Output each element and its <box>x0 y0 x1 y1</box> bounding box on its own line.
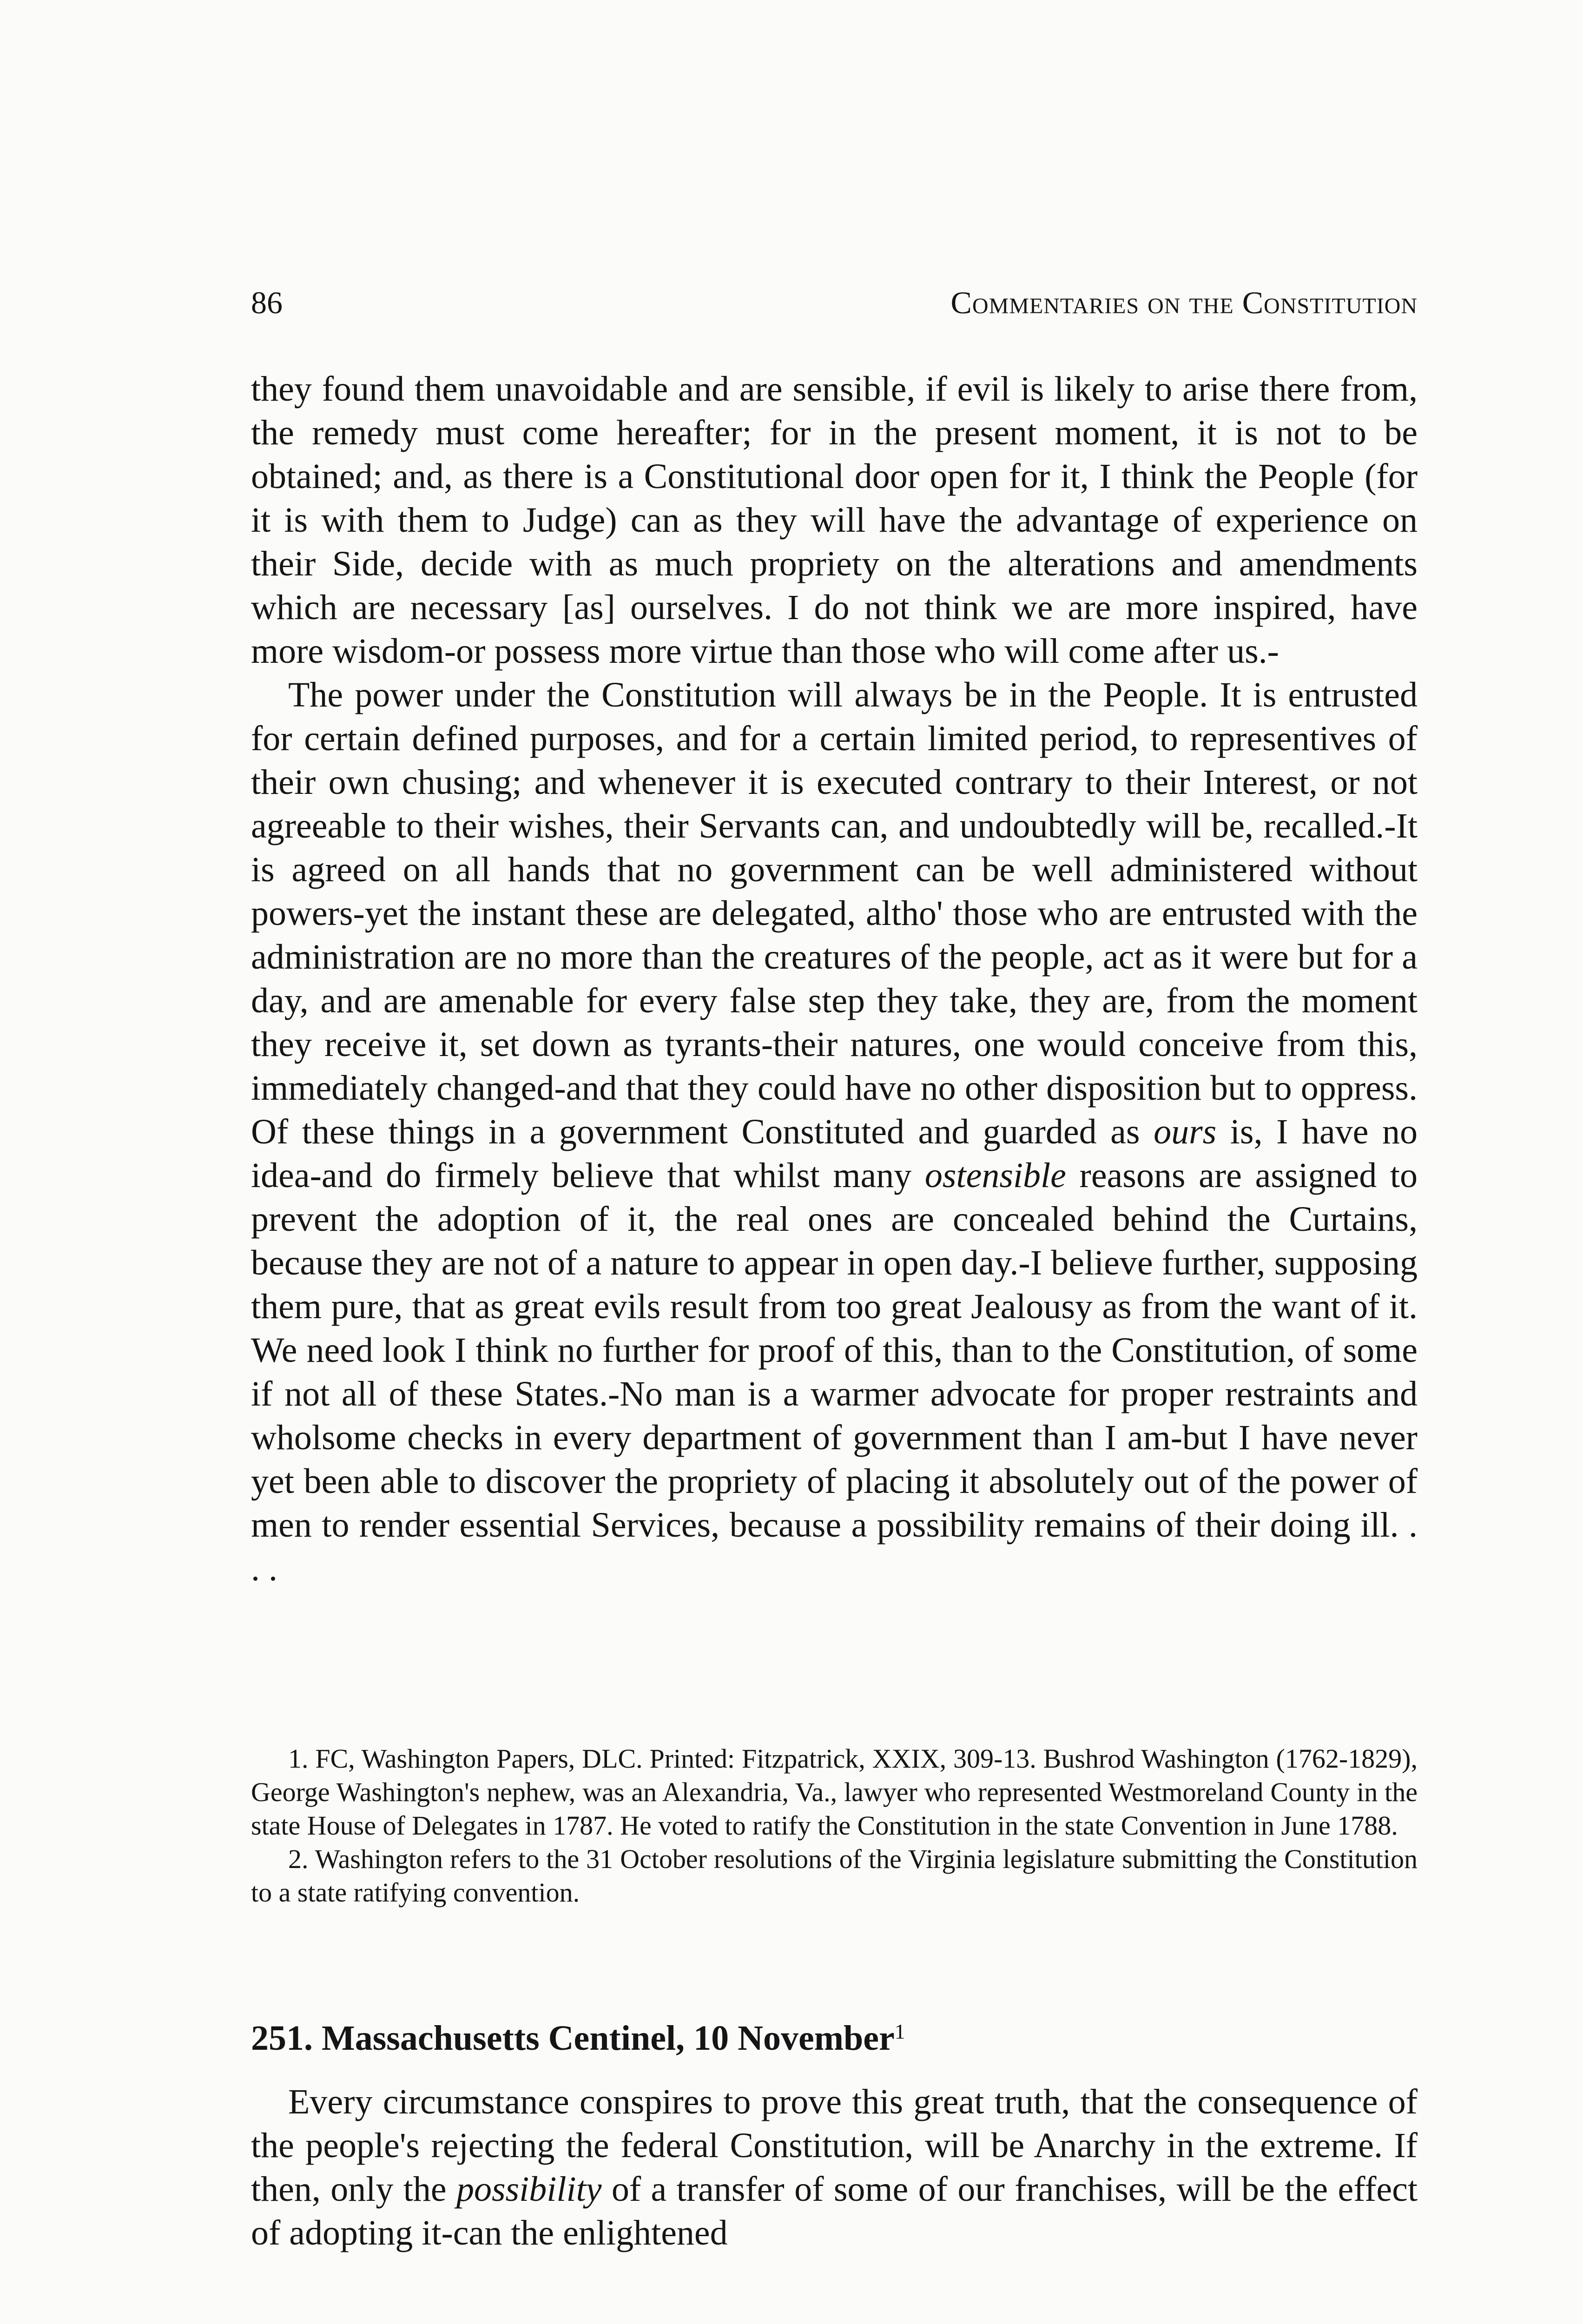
section-paragraph <box>251 2080 1418 2255</box>
paragraph-text: of a transfer of some of our franchises, will be the effect of adopting it-can the enlightened <box>251 2170 1418 2252</box>
footnote-1: 1. FC, Washington Papers, DLC. Printed: Fitzpatrick, XXIX, 309-13. Bushrod Washington (1762-1829), George Washington's nephew, was an Alexandria, Va., lawyer who represented Westmoreland County in the state House of Delegates in 1787. He voted to ratify the Constitution in the state Convention in June 1788. <box>251 1743 1418 1841</box>
footnote-2: 2. Washington refers to the 31 October resolutions of the Virginia legislature submitting the Constitution to a state ratifying convention. <box>251 1844 1418 1908</box>
paragraph-text: reasons are assigned to prevent the adoption of it, the real ones are concealed behind the Curtains, because they are not of a nature to appear in open day.-I believe further, supposing them pure, that as great evils result from too great Jealousy as from the want of it. We need look I think no further for proof of this, than to the Constitution, of some if not all of these States.-No man is a warmer advocate for proper restraints and wholsome checks in every department of government than I am-but I have never yet been able to discover the propriety of placing it absolutely out of the power of men to render essential Services, because a possibility remains of their doing ill. . . . <box>251 1156 1418 1588</box>
footnotes <box>251 1742 1418 1909</box>
emphasis-possibility: possibility <box>456 2170 602 2209</box>
letter-body <box>251 367 1418 1591</box>
emphasis-ostensible: ostensible <box>924 1156 1066 1195</box>
running-head <box>251 282 1418 324</box>
section-heading <box>251 2016 1418 2060</box>
paragraph-text: is, I have no idea-and do firmely believe that whilst many <box>251 1112 1418 1195</box>
section-title: 251. Massachusetts Centinel, 10 November <box>251 2019 895 2058</box>
paragraph-text: Every circumstance conspires to prove this great truth, that the consequence of the people's rejecting the federal Constitution, will be Anarchy in the extreme. If then, only the <box>251 2082 1418 2209</box>
paragraph-power <box>251 673 1418 1591</box>
page-number: 86 <box>251 285 283 320</box>
footnote-marker: 1 <box>894 2020 905 2043</box>
paragraph-text: The power under the Constitution will always be in the People. It is entrusted for certain defined purposes, and for a certain limited period, to representives of their own chusing; and whenever it is executed contrary to their Interest, or not agreeable to their wishes, their Servants can, and undoubtedly will be, recalled.-It is agreed on all hands that no government can be well administered without powers-yet the instant these are delegated, altho' those who are entrusted with the administration are no more than the creatures of the people, act as it were but for a day, and are amenable for every false step they take, they are, from the moment they receive it, set down as tyrants-their natures, one would conceive from this, immediately changed-and that they could have no other disposition but to oppress. Of these things in a government Constituted and guarded as <box>251 675 1418 1151</box>
paragraph-continuation: they found them unavoidable and are sensible, if evil is likely to arise there from, the remedy must come hereafter; for in the present moment, it is not to be obtained; and, as there is a Constitutional door open for it, I think the People (for it is with them to Judge) can as they will have the advantage of experience on their Side, decide with as much propriety on the alterations and amendments which are necessary [as] ourselves. I do not think we are more inspired, have more wisdom-or possess more virtue than those who will come after us.- <box>251 370 1418 671</box>
emphasis-ours: ours <box>1154 1112 1217 1151</box>
running-title: Commentaries on the Constitution <box>950 285 1418 320</box>
section-body <box>251 2080 1418 2255</box>
